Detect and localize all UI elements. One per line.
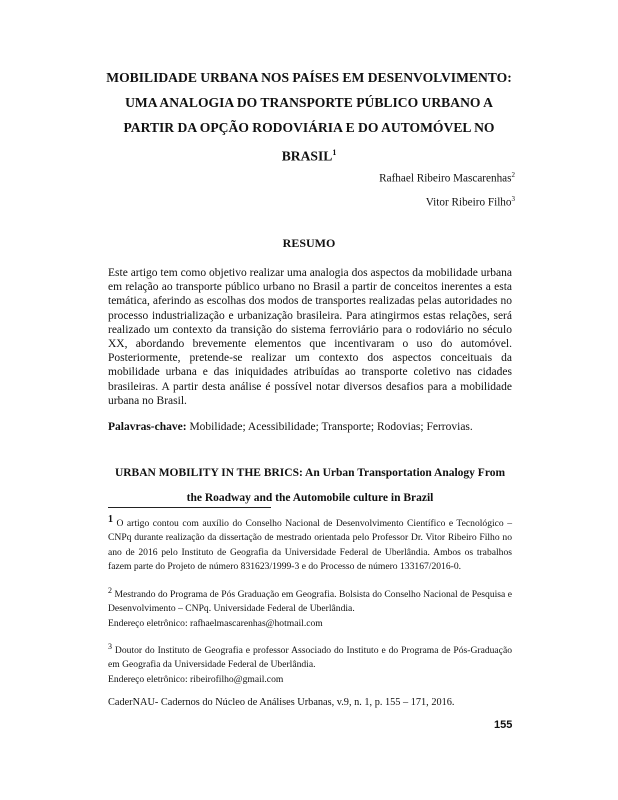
- footnote-3-email: Endereço eletrônico: ribeirofilho@gmail.com: [108, 673, 284, 685]
- footnote-2-body: [108, 584, 512, 617]
- footnote-separator: [108, 507, 271, 508]
- footnote-2-text: Mestrando do Programa de Pós Graduação em Geografia. Bolsista do Conselho Nacional de Pesquisa e Desenvolvimento – CNPq. Universidade Federal de Uberlândia.: [108, 589, 512, 615]
- title-last-word: BRASIL: [281, 148, 333, 164]
- english-title-line-2: the Roadway and the Automobile culture in Brazil: [186, 492, 434, 504]
- keywords-text: Mobilidade; Acessibilidade; Transporte; Rodovias; Ferrovias.: [189, 421, 473, 433]
- keywords-label: Palavras-chave:: [108, 421, 187, 433]
- footnote-3-text: Doutor do Instituto de Geografia e professor Associado do Instituto e do Programa de Pós-Graduação em Geografia da Universidade Federal de Uberlândia.: [108, 645, 512, 671]
- footnote-3: [108, 640, 512, 687]
- abstract-heading: RESUMO: [282, 236, 336, 250]
- title-footnote-mark: 1: [332, 148, 337, 157]
- english-title-line-1: URBAN MOBILITY IN THE BRICS: An Urban Transportation Analogy From: [114, 467, 506, 479]
- journal-citation: CaderNAU- Cadernos do Núcleo de Análises Urbanas, v.9, n. 1, p. 155 – 171, 2016.: [108, 697, 455, 708]
- english-title: [108, 461, 512, 511]
- title-line-2: UMA ANALOGIA DO TRANSPORTE PÚBLICO URBANO A: [125, 95, 493, 110]
- title-line-1: MOBILIDADE URBANA NOS PAÍSES EM DESENVOLVIMENTO:: [106, 70, 512, 85]
- author-list: [379, 165, 515, 212]
- title-line-3: PARTIR DA OPÇÃO RODOVIÁRIA E DO AUTOMÓVEL NO: [123, 120, 495, 135]
- author-name: Rafhael Ribeiro Mascarenhas: [379, 172, 512, 185]
- page-number: 155: [494, 719, 513, 731]
- footnote-3-body: [108, 640, 512, 673]
- footnote-1-text: O artigo contou com auxílio do Conselho Nacional de Desenvolvimento Científico e Tecnológico – CNPq durante realização da dissertação de mestrado orientada pelo Professor Dr. Vitor Ribeiro Filho no ano de 2016 pelo Instituto de Geografia da Universidade Federal de Uberlândia. Ambos os trabalhos fazem parte do Projeto de número 831623/1999-3 e do Processo de número 133167/2016-0.: [108, 518, 512, 572]
- footnote-2-mark: 2: [108, 586, 112, 595]
- footnote-3-mark: 3: [108, 642, 112, 651]
- footnote-1: [108, 513, 512, 574]
- footnote-2-email: Endereço eletrônico: rafhaelmascarenhas@hotmail.com: [108, 617, 323, 629]
- author-name: Vitor Ribeiro Filho: [425, 196, 512, 209]
- paper-title: [95, 65, 523, 169]
- author-2: [379, 189, 515, 213]
- author-footnote-mark: 3: [511, 194, 515, 203]
- footnote-2: [108, 584, 512, 631]
- keywords: [108, 420, 512, 435]
- abstract-text: Este artigo tem como objetivo realizar uma analogia dos aspectos da mobilidade urbana em relação ao transporte público urbano no Brasil a partir de conceitos inerentes a esta temática, aferindo as escolhas dos modos de transportes realizadas pelas autoridades no processo industrialização e urbanização brasileira. Para atingirmos estas relações, será realizado um contexto da transição do sistema ferroviário para o rodoviário no século XX, abordando brevemente elementos que incentivaram o uso do automóvel. Posteriormente, pretende-se realizar um contexto dos aspectos conceituais da mobilidade urbana e das iniquidades atribuídas ao transporte coletivo nas cidades brasileiras. A partir desta análise é possível notar diversos desafios para a mobilidade urbana no Brasil.: [108, 267, 512, 407]
- author-footnote-mark: 2: [511, 171, 515, 179]
- author-1: [379, 165, 515, 189]
- footnote-1-mark: 1: [108, 514, 113, 525]
